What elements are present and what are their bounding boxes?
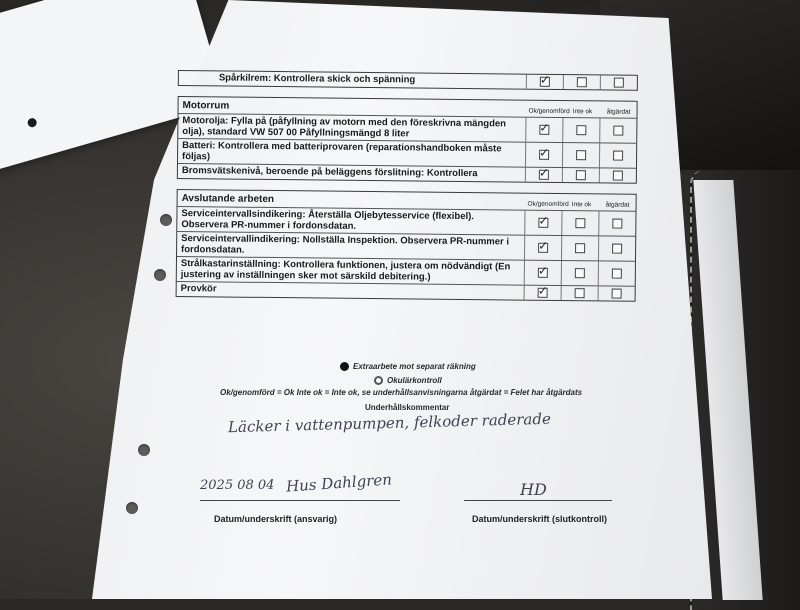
checklist-row [178,138,636,168]
column-header-not-ok: Inte ok [572,108,593,116]
legend-visual-text: Okulärkontroll [387,376,442,385]
punch-hole [154,269,166,281]
punch-hole [27,117,38,128]
ok-checkbox[interactable] [524,286,561,300]
signature-line [200,500,400,501]
signature-label-right: Datum/underskrift (slutkontroll) [472,514,608,524]
row-text: Serviceintervallsindikering: Återställa Oljebytesservice (flexibel). Observera PR-nummer i fordonsdatan. [181,208,475,232]
not-ok-checkbox[interactable] [561,261,598,285]
fixed-checkbox[interactable] [599,143,636,167]
legend-extra-text: Extraarbete mot separat räkning [353,362,476,371]
fixed-checkbox[interactable] [598,236,635,260]
column-header-fixed: åtgärdat [605,201,630,209]
ok-checkbox[interactable] [525,168,562,182]
signature-date: 2025 08 04 [200,478,275,493]
fixed-checkbox[interactable] [599,118,636,142]
ok-checkbox[interactable] [525,143,562,167]
not-ok-checkbox[interactable] [562,118,599,142]
signature-line [464,500,612,501]
punch-hole [160,214,172,226]
row-text: Bromsvätskenivå, beroende på beläggens förslitning: Kontrollera [181,165,478,180]
fixed-checkbox[interactable] [598,261,635,285]
not-ok-checkbox[interactable] [561,236,598,260]
fixed-checkbox[interactable] [600,75,637,89]
row-text: Strålkastarinställning: Kontrollera funktionen, justera om nödvändigt (En justering av inställningen sker mot särskild debitering.) [180,258,511,283]
row-text: Serviceintervallindikering: Nollställa Inspektion. Observera PR-nummer i fordonsdatan. [181,233,510,256]
not-ok-checkbox[interactable] [561,286,598,300]
ok-checkbox[interactable] [525,118,562,142]
legend-visual [374,376,442,385]
initials: HD [520,480,547,499]
punch-hole [126,502,138,514]
ok-checkbox[interactable] [524,236,561,260]
fixed-checkbox[interactable] [598,286,635,300]
motorrum-section [177,96,638,184]
top-row-box [178,70,638,91]
row-text: Spårkilrem: Kontrollera skick och spänning [218,72,416,86]
checklist-row [177,206,635,236]
column-header-ok: Ok/genomförd [528,107,570,116]
section-title: Avslutande arbeten [181,193,275,206]
checklist-row [178,113,636,143]
checklist-row [179,71,637,90]
column-header-fixed: åtgärdat [606,108,631,116]
section-title: Motorrum [182,100,230,112]
not-ok-checkbox[interactable] [563,75,600,89]
checklist-row [177,231,635,261]
column-header-ok: Ok/genomförd [527,200,569,209]
bullet-ring-icon [374,376,383,385]
row-text: Batteri: Kontrollera med batteriprovaren (reparationshandboken måste följas) [181,140,502,163]
not-ok-checkbox[interactable] [561,211,598,235]
row-text: Motorolja: Fylla på (påfyllning av motorn med den föreskrivna mängden olja), standard VW 507 00 Påfyllningsmängd 8 liter [182,115,507,140]
legend-key: Ok/genomförd = Ok Inte ok = Inte ok, se underhållsanvisningarna åtgärdat = Felet har åtgärdats [220,388,583,397]
checklist-row [177,256,635,286]
ok-checkbox[interactable] [524,261,561,285]
maintenance-comment: Läcker i vattenpumpen, felkoder raderade [227,409,552,437]
not-ok-checkbox[interactable] [562,168,599,182]
ok-checkbox[interactable] [526,75,563,89]
checklist-form [175,66,637,312]
signature-label-left: Datum/underskrift (ansvarig) [214,514,338,524]
column-header-not-ok: Inte ok [571,201,592,209]
punch-hole [138,444,150,456]
fixed-checkbox[interactable] [599,168,636,182]
comment-label: Underhållskommentar [365,403,450,412]
row-text: Provkör [180,283,217,295]
signature: Hus Dahlgren [285,470,393,496]
bullet-filled-icon [340,362,349,371]
ok-checkbox[interactable] [524,211,561,235]
fixed-checkbox[interactable] [598,211,635,235]
legend-extra [340,362,476,371]
avslutande-section [176,189,637,302]
not-ok-checkbox[interactable] [562,143,599,167]
